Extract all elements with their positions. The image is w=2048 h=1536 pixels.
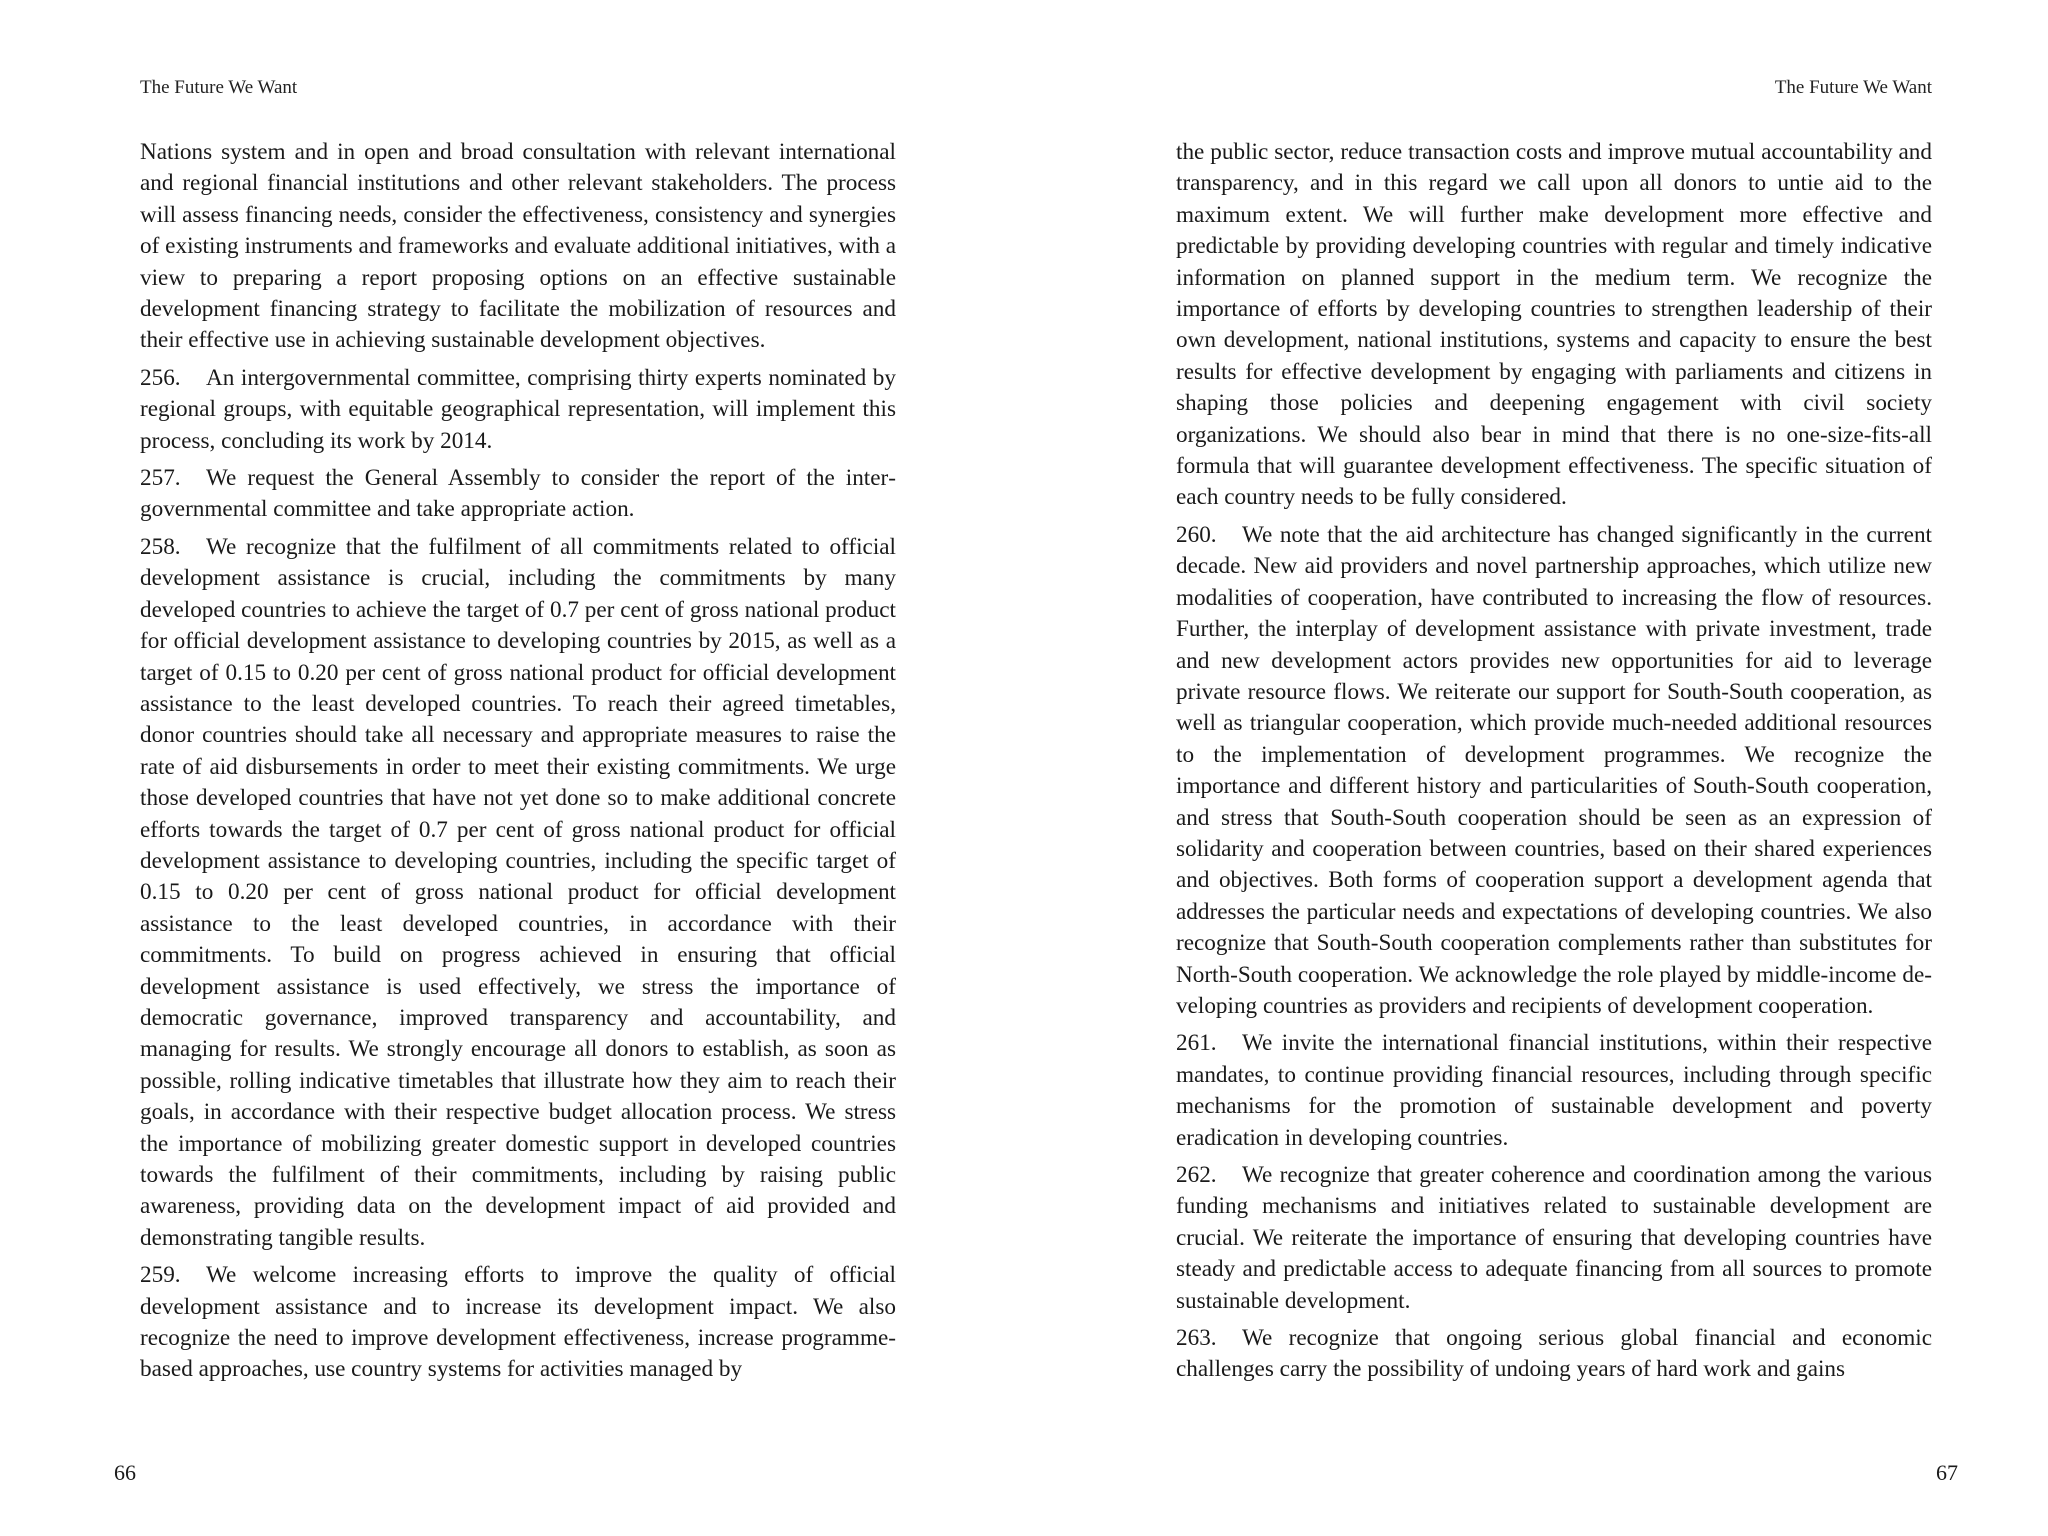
paragraph-number: 258.	[140, 533, 181, 560]
paragraph-text: An intergovernmental committee, comprising thirty experts nominated by regional groups, with equitable geographical representation, will implement this process, concluding its work by 2014.	[140, 364, 896, 454]
paragraph-text: We request the General Assembly to consider the report of the intergovernmental committee and take appropriate action.	[140, 465, 896, 523]
continuation-paragraph: the public sector, reduce transaction costs and improve mutual accountability and transparency, and in this regard we call upon all donors to untie aid to the maximum extent. We will further make development more effective and predictable by providing developing countries with regular and timely indicative information on planned support in the medium term. We recognize the importance of efforts by developing countries to strengthen leadership of their own development, national institutions, systems and capacity to ensure the best results for effective development by engaging with parliaments and citizens in shaping those policies and deepening engagement with civil society organizations. We should also bear in mind that there is no one-size-fits-all formula that will guarantee development effectiveness. The specific situation of each country needs to be fully considered.	[1176, 139, 1932, 511]
paragraph-262	[1176, 1160, 1932, 1317]
paragraph-text: We note that the aid architecture has changed significantly in the current decade. New aid providers and novel partnership approaches, which utilize new modalities of cooperation, have contributed to increasing the flow of resources. Further, the interplay of development assistance with private investment, trade and new development actors provides new opportunities for aid to leverage private resource flows. We reiterate our support for South-South cooperation, as well as triangular cooperation, which provide much-needed additional resources to the implementation of development programmes. We recognize the importance and different history and particularities of South-South cooperation, and stress that South-South cooperation should be seen as an expression of solidarity and cooperation between countries, based on their shared experiences and objectives. Both forms of cooperation support a development agenda that addresses the particular needs and expectations of developing countries. We also recognize that South-South cooperation complements rather than substitutes for North-South cooperation. We acknowledge the role played by middle-income developing countries as providers and recipients of development cooperation.	[1176, 521, 1932, 1019]
paragraph-256	[140, 363, 896, 457]
paragraph-257	[140, 463, 896, 526]
left-page	[114, 0, 896, 1536]
right-page	[1176, 0, 1958, 1536]
body-text	[140, 137, 896, 1392]
paragraph-259	[140, 1260, 896, 1386]
paragraph-number: 262.	[1176, 1162, 1217, 1188]
paragraph-number: 257.	[140, 465, 181, 492]
paragraph-text: We recognize that greater coherence and coordination among the various funding mechanisms and initiatives related to sustainable development are crucial. We reiterate the importance of ensuring that developing countries have steady and predictable access to adequate financing from all sources to promote sustainable development.	[1176, 1162, 1932, 1314]
running-head: The Future We Want	[140, 77, 298, 98]
paragraph-text: We recognize that the fulfilment of all commitments related to official development assistance is crucial, including the commitments by many developed countries to achieve the target of 0.7 per cent of gross national product for official development assistance to developing countries by 2015, as well as a target of 0.15 to 0.20 per cent of gross national product for official development assistance to the least developed countries. To reach their agreed timetables, donor countries should take all necessary and appropriate measures to raise the rate of aid disbursements in order to meet their existing commitments. We urge those developed countries that have not yet done so to make additional concrete efforts towards the target of 0.7 per cent of gross national product for official development assistance to developing countries, including the specific target of 0.15 to 0.20 per cent of gross national product for official development assistance to the least developed countries, in accordance with their commitments. To build on progress achieved in ensuring that official development assistance is used effectively, we stress the importance of democratic governance, improved transparency and accountability, and managing for results. We strongly encourage all donors to establish, as soon as possible, rolling indicative timetables that illustrate how they aim to reach their goals, in accordance with their respective budget allocation process. We stress the importance of mobilizing greater domestic support in developed countries towards the fulfilment of their commitments, including by raising public awareness, providing data on the development impact of aid provided and demonstrating tangible results.	[140, 533, 896, 1251]
paragraph-number: 259.	[140, 1262, 181, 1289]
paragraph-text: We welcome increasing efforts to improve the quality of official development assistance and to increase its development impact. We also recognize the need to improve development effectiveness, increase programme-based approaches, use country systems for activities managed by	[140, 1262, 896, 1383]
paragraph-number: 260.	[1176, 521, 1217, 548]
paragraph-258	[140, 532, 896, 1254]
paragraph-text: We invite the international financial institutions, within their respective mandates, to continue providing financial resources, including through specific mechanisms for the promotion of sustainable development and poverty eradication in developing countries.	[1176, 1030, 1932, 1151]
body-text	[1176, 137, 1932, 1392]
paragraph-number: 256.	[140, 364, 181, 391]
paragraph-260	[1176, 520, 1932, 1023]
paragraph-number: 263.	[1176, 1325, 1217, 1352]
paragraph-263	[1176, 1323, 1932, 1386]
running-head: The Future We Want	[1774, 77, 1932, 98]
continuation-paragraph: Nations system and in open and broad consultation with relevant international and regional financial institutions and other relevant stakeholders. The process will assess financing needs, consider the effectiveness, consistency and synergies of existing instruments and frameworks and evaluate additional initiatives, with a view to preparing a report proposing options on an effective sustainable development financing strategy to facilitate the mobilization of resources and their effective use in achieving sustainable development objectives.	[140, 139, 896, 354]
paragraph-261	[1176, 1028, 1932, 1154]
paragraph-text: We recognize that ongoing serious global financial and economic challenges carry the possibility of undoing years of hard work and gains	[1176, 1325, 1932, 1383]
page-number: 67	[1936, 1460, 1958, 1485]
page-number: 66	[114, 1460, 136, 1485]
paragraph-number: 261.	[1176, 1030, 1217, 1057]
